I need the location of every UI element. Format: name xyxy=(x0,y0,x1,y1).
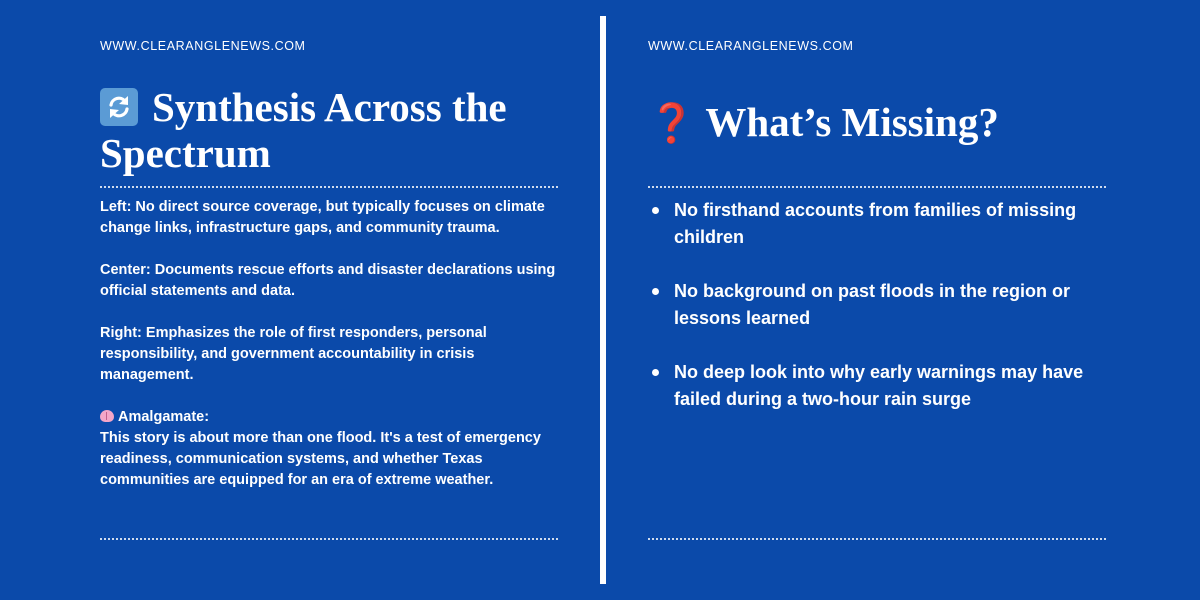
list-item-text: No background on past floods in the region or lessons learned xyxy=(674,281,1070,328)
amalgamate-label: Amalgamate: xyxy=(118,409,210,425)
bullet-icon xyxy=(652,207,659,214)
dotted-divider-top xyxy=(648,186,1106,188)
center-perspective: Center: Documents rescue efforts and disaster declarations using official statements and data. xyxy=(100,262,556,299)
list-item-text: No deep look into why early warnings may have failed during a two-hour rain surge xyxy=(674,362,1084,409)
list-item xyxy=(648,359,1108,413)
site-url: WWW.CLEARANGLENEWS.COM xyxy=(100,39,306,53)
title-text: Synthesis Across the Spectrum xyxy=(100,84,507,176)
amalgamate-section xyxy=(100,407,562,491)
left-panel xyxy=(100,0,560,600)
brain-icon xyxy=(100,410,114,422)
page-title-synthesis xyxy=(100,84,560,176)
site-url: WWW.CLEARANGLENEWS.COM xyxy=(648,39,854,53)
vertical-divider xyxy=(600,16,606,584)
list-item xyxy=(648,278,1108,332)
missing-items-list xyxy=(648,197,1108,440)
bullet-icon xyxy=(652,369,659,376)
amalgamate-text: This story is about more than one flood. It's a test of emergency readiness, communication systems, and whether Texas communities are equipped for an era of extreme weather. xyxy=(100,430,541,488)
list-item-text: No firsthand accounts from families of missing children xyxy=(674,200,1077,247)
left-perspective: Left: No direct source coverage, but typically focuses on climate change links, infrastructure gaps, and community trauma. xyxy=(100,199,545,236)
title-text: What’s Missing? xyxy=(705,99,999,145)
right-panel xyxy=(648,0,1108,600)
spectrum-summary xyxy=(100,197,562,491)
page-title-whats-missing xyxy=(648,99,1108,146)
dotted-divider-top xyxy=(100,186,558,188)
amalgamate-heading xyxy=(100,407,562,428)
dotted-divider-bottom xyxy=(648,538,1106,540)
dotted-divider-bottom xyxy=(100,538,558,540)
bullet-icon xyxy=(652,288,659,295)
right-perspective: Right: Emphasizes the role of first responders, personal responsibility, and government accountability in crisis management. xyxy=(100,325,487,383)
question-mark-icon: ❓ xyxy=(648,101,696,145)
list-item xyxy=(648,197,1108,251)
refresh-icon xyxy=(100,88,138,126)
